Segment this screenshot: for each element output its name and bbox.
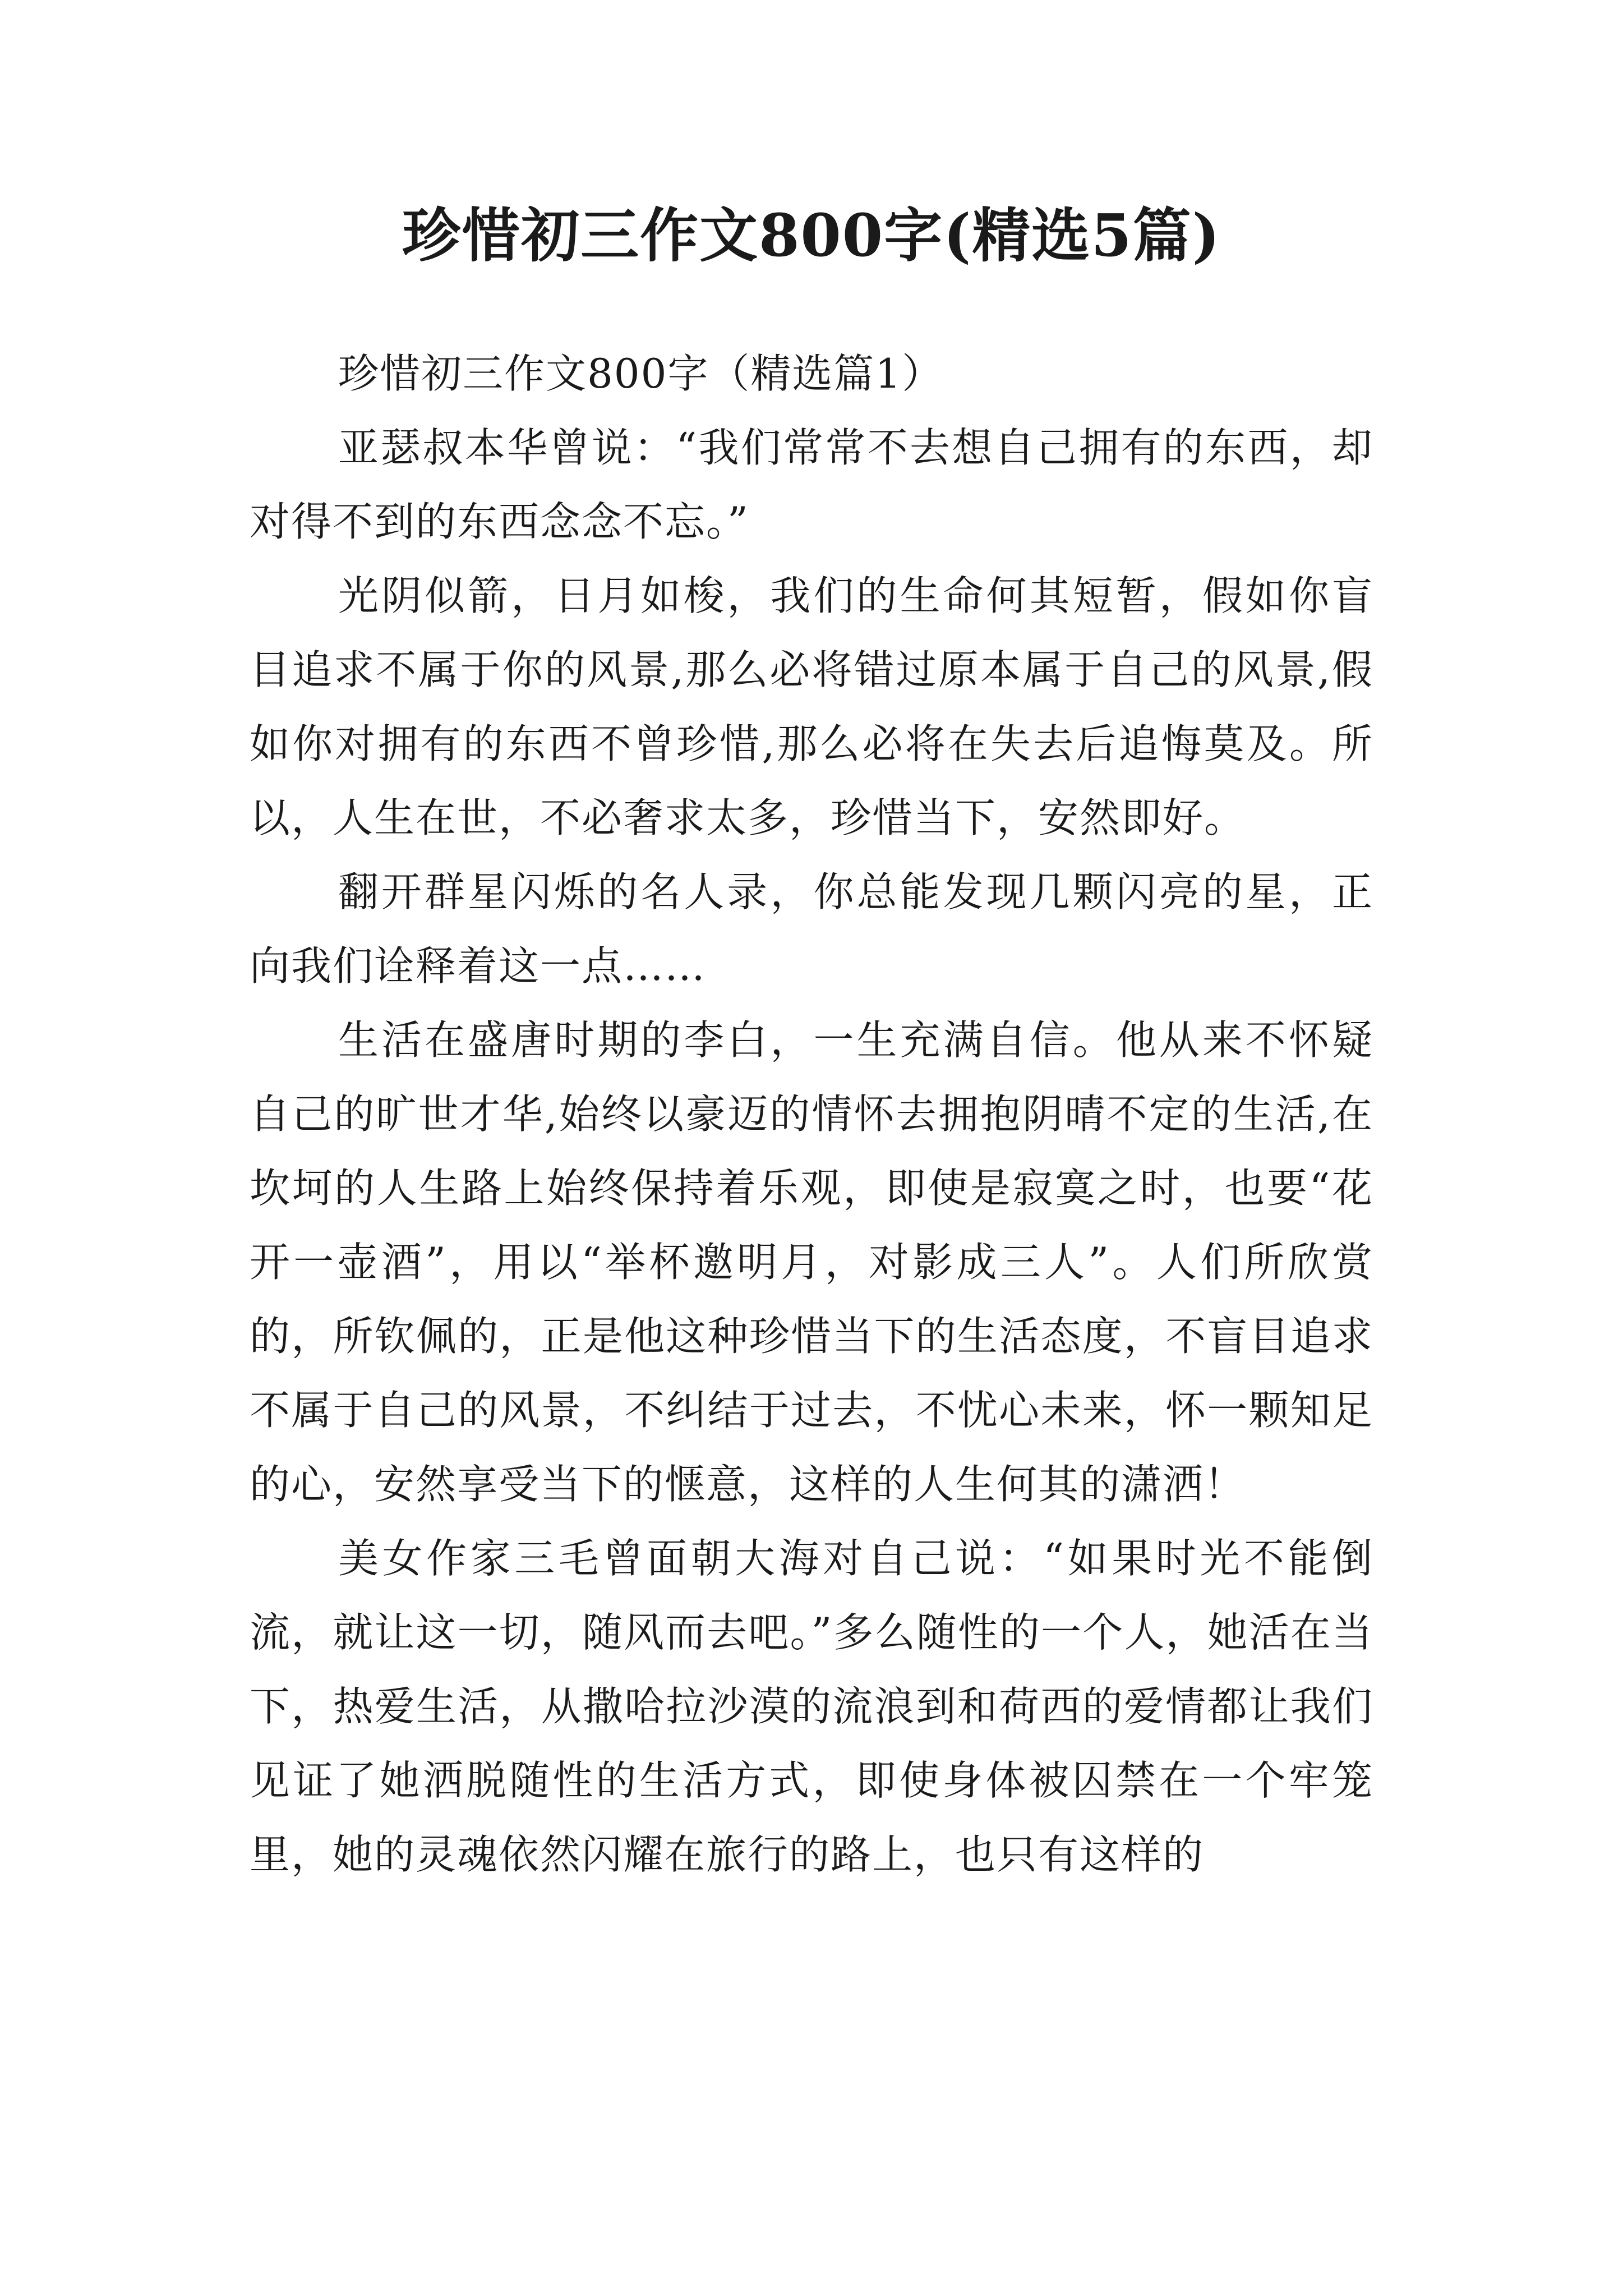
paragraph-famous-people: 翻开群星闪烁的名人录，你总能发现几颗闪亮的星，正向我们诠释着这一点…… xyxy=(250,868,1373,990)
paragraph-san-mao: 美女作家三毛曾面朝大海对自己说：“如果时光不能倒流，就让这一切，随风而去吧。”多么随性的一个人，她活在当下，热爱生活，从撒哈拉沙漠的流浪到和荷西的爱情都让我们见证了她洒脱随性的生活方式，即使身体被囚禁在一个牢笼里，她的灵魂依然闪耀在旅行的路上，也只有这样的 xyxy=(250,1535,1373,1878)
document-title: 珍惜初三作文800字(精选5篇) xyxy=(402,201,1221,270)
section-heading: 珍惜初三作文800字（精选篇1） xyxy=(338,350,944,397)
paragraph-quote-schopenhauer: 亚瑟叔本华曾说：“我们常常不去想自己拥有的东西，却对得不到的东西念念不忘。” xyxy=(250,424,1373,545)
document-body xyxy=(250,337,1373,1892)
paragraph-time-flies: 光阴似箭，日月如梭，我们的生命何其短暂，假如你盲目追求不属于你的风景,那么必将错过原本属于自己的风景,假如你对拥有的东西不曾珍惜,那么必将在失去后追悔莫及。所以，人生在世，不必奢求太多，珍惜当下，安然即好。 xyxy=(250,572,1373,841)
paragraph-li-bai: 生活在盛唐时期的李白，一生充满自信。他从来不怀疑自己的旷世才华,始终以豪迈的情怀去拥抱阴晴不定的生活,在坎坷的人生路上始终保持着乐观，即使是寂寞之时，也要“花开一壶酒”，用以“举杯邀明月，对影成三人”。人们所欣赏的，所钦佩的，正是他这种珍惜当下的生活态度，不盲目追求不属于自己的风景，不纠结于过去，不忧心未来，怀一颗知足的心，安然享受当下的惬意，这样的人生何其的潇洒！ xyxy=(250,1016,1373,1508)
